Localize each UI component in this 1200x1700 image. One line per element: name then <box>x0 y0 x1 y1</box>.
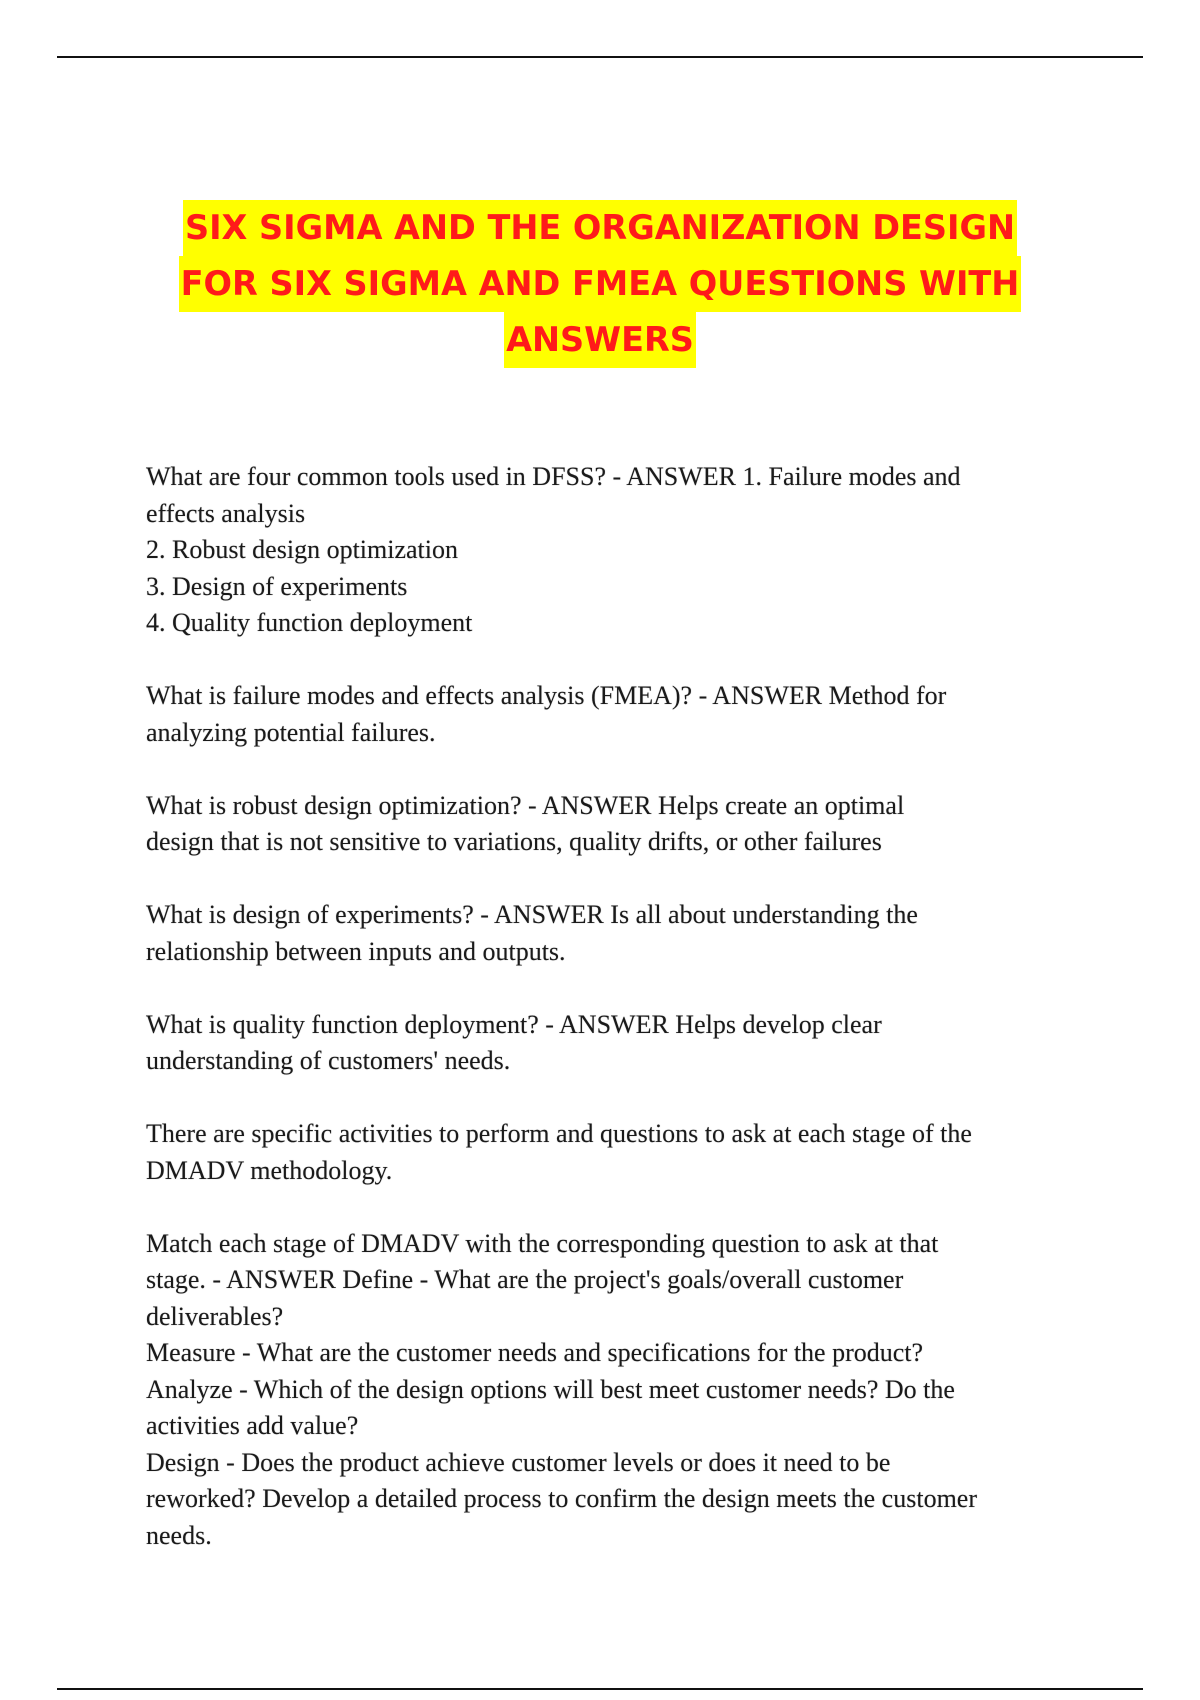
document-body <box>146 459 1066 1591</box>
text-line: reworked? Develop a detailed process to confirm the design meets the customer <box>146 1484 977 1513</box>
text-line: understanding of customers' needs. <box>146 1046 511 1075</box>
text-line: 4. Quality function deployment <box>146 608 473 637</box>
title-line: SIX SIGMA AND THE ORGANIZATION DESIGN <box>183 200 1017 256</box>
text-line: Measure - What are the customer needs and specifications for the product? <box>146 1338 924 1367</box>
text-line: stage. - ANSWER Define - What are the project's goals/overall customer <box>146 1265 904 1294</box>
text-line: 3. Design of experiments <box>146 571 408 601</box>
text-line: What is failure modes and effects analysis (FMEA)? - ANSWER Method for <box>146 681 947 710</box>
qa-block-design-of-experiments <box>146 897 1066 970</box>
text-line: relationship between inputs and outputs. <box>146 936 566 966</box>
text-line: 2. Robust design optimization <box>146 535 458 564</box>
text-line: activities add value? <box>146 1411 359 1440</box>
qa-block-dmadv-activities <box>146 1116 1066 1189</box>
title-line: ANSWERS <box>504 312 696 368</box>
text-line: needs. <box>146 1520 212 1550</box>
text-line: What are four common tools used in DFSS? - ANSWER 1. Failure modes and <box>146 462 961 491</box>
text-line: Match each stage of DMADV with the corresponding question to ask at that <box>146 1228 939 1258</box>
text-line: What is quality function deployment? - ANSWER Helps develop clear <box>146 1009 882 1039</box>
qa-block-dmadv-stages <box>146 1226 1066 1555</box>
bottom-rule <box>57 1688 1143 1690</box>
text-line: analyzing potential failures. <box>146 717 436 747</box>
qa-block-qfd <box>146 1007 1066 1080</box>
qa-block-robust-design <box>146 788 1066 861</box>
document-title <box>130 200 1070 368</box>
qa-block-fmea <box>146 678 1066 751</box>
text-line: What is design of experiments? - ANSWER Is all about understanding the <box>146 900 918 929</box>
text-line: DMADV methodology. <box>146 1155 393 1185</box>
text-line: There are specific activities to perform and questions to ask at each stage of the <box>146 1119 972 1148</box>
text-line: effects analysis <box>146 498 306 528</box>
text-line: Analyze - Which of the design options will best meet customer needs? Do the <box>146 1374 955 1404</box>
top-rule <box>57 56 1143 58</box>
text-line: Design - Does the product achieve customer levels or does it need to be <box>146 1447 891 1477</box>
text-line: design that is not sensitive to variations, quality drifts, or other failures <box>146 827 882 856</box>
text-line: What is robust design optimization? - ANSWER Helps create an optimal <box>146 790 905 820</box>
title-line: FOR SIX SIGMA AND FMEA QUESTIONS WITH <box>179 256 1022 312</box>
text-line: deliverables? <box>146 1301 284 1331</box>
qa-block-dfss-tools <box>146 459 1066 642</box>
